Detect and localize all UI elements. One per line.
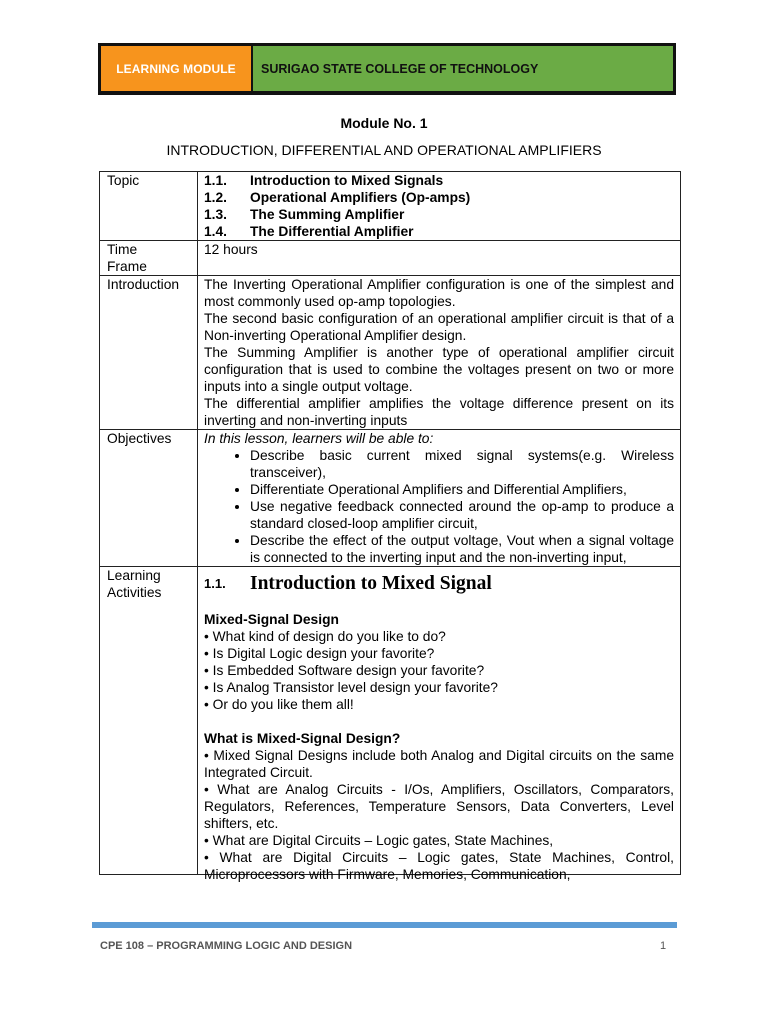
topic-item-number: 1.2. [204, 190, 228, 205]
learning-activities-label-line1: Learning [107, 568, 161, 583]
learning-activities-body [204, 567, 674, 882]
topic-item-text: Operational Amplifiers (Op-amps) [250, 190, 471, 205]
objective-item: • Describe basic current mixed signal systems(e.g. Wireless transceiver), [250, 447, 674, 481]
bullet-line: • Is Digital Logic design your favorite? [204, 646, 435, 661]
objective-item: • Describe the effect of the output voltage, Vout when a signal voltage is connected to the inverting input and the non-inverting input, [250, 532, 674, 566]
introduction-text [198, 276, 681, 430]
time-frame-label-line1: Time [107, 242, 138, 257]
time-frame-label-line2: Frame [107, 259, 147, 274]
introduction-paragraph: The Inverting Operational Amplifier configuration is one of the simplest and most commonly used op-amp topologies. [204, 277, 674, 309]
introduction-paragraph: The differential amplifier amplifies the voltage difference present on its inverting and non-inverting inputs [204, 396, 674, 428]
module-table [99, 171, 681, 882]
topic-item [204, 206, 674, 223]
topic-label: Topic [100, 172, 198, 241]
objectives-content [198, 430, 681, 567]
bullet-paragraph: • Mixed Signal Designs include both Analog and Digital circuits on the same Integrated Circuit. [204, 748, 674, 780]
objectives-row [100, 430, 681, 567]
footer-rule [92, 922, 677, 928]
footer-course-title: CPE 108 – PROGRAMMING LOGIC AND DESIGN [100, 940, 353, 952]
bullet-paragraph: • What are Digital Circuits – Logic gates, State Machines, Control, Microprocessors with Firmware, Memories, Communication, [204, 850, 674, 882]
topic-item-text: The Differential Amplifier [250, 224, 414, 239]
introduction-paragraph: The Summing Amplifier is another type of operational amplifier circuit configuration that is used to combine the voltages present on two or more inputs into a single output voltage. [204, 345, 674, 394]
topic-item-number: 1.1. [204, 173, 228, 188]
objective-item: • Use negative feedback connected around the op-amp to produce a standard closed-loop amplifier circuit, [250, 498, 674, 532]
module-number: Module No. 1 [340, 115, 428, 131]
page-number: 1 [660, 940, 667, 952]
topic-list [198, 172, 681, 241]
college-name: SURIGAO STATE COLLEGE OF TECHNOLOGY [253, 46, 673, 91]
topic-item-number: 1.3. [204, 207, 228, 222]
learning-activities-label [100, 567, 198, 875]
topic-item [204, 172, 674, 189]
bullet-line: • Or do you like them all! [204, 697, 354, 712]
objectives-lead: In this lesson, learners will be able to: [204, 431, 434, 446]
section-number: 1.1. [204, 575, 226, 591]
learning-module-label: LEARNING MODULE [101, 46, 253, 91]
introduction-label: Introduction [100, 276, 198, 430]
bullet-line: • What kind of design do you like to do? [204, 629, 446, 644]
learning-activities-label-line2: Activities [107, 585, 162, 600]
introduction-paragraph: The second basic configuration of an operational amplifier circuit is that of a Non-inverting Operational Amplifier design. [204, 311, 674, 343]
time-frame-value: 12 hours [198, 241, 681, 276]
section-title: Introduction to Mixed Signal [250, 572, 492, 594]
topic-item-number: 1.4. [204, 224, 228, 239]
bullet-line: • Is Embedded Software design your favorite? [204, 663, 485, 678]
topic-row [100, 172, 681, 241]
bullet-paragraph: • What are Digital Circuits – Logic gates, State Machines, [204, 833, 554, 848]
objectives-list [204, 447, 674, 566]
learning-activities-row [100, 567, 681, 875]
section-heading [204, 567, 674, 599]
module-banner [98, 43, 676, 95]
time-frame-row [100, 241, 681, 276]
module-title: INTRODUCTION, DIFFERENTIAL AND OPERATIONAL AMPLIFIERS [166, 142, 602, 158]
learning-activities-content [198, 567, 681, 882]
subsection-title: What is Mixed-Signal Design? [204, 731, 401, 746]
topic-item [204, 189, 674, 206]
objectives-label: Objectives [100, 430, 198, 567]
introduction-row [100, 276, 681, 430]
time-frame-label [100, 241, 198, 276]
topic-item-text: The Summing Amplifier [250, 207, 405, 222]
subsection-title: Mixed-Signal Design [204, 612, 339, 627]
topic-item-text: Introduction to Mixed Signals [250, 173, 444, 188]
objective-item: • Differentiate Operational Amplifiers and Differential Amplifiers, [250, 481, 674, 498]
bullet-line: • Is Analog Transistor level design your favorite? [204, 680, 498, 695]
topic-item [204, 223, 674, 240]
bullet-paragraph: • What are Analog Circuits - I/Os, Amplifiers, Oscillators, Comparators, Regulators, References, Temperature Sensors, Data Converters, Level shifters, etc. [204, 782, 674, 831]
